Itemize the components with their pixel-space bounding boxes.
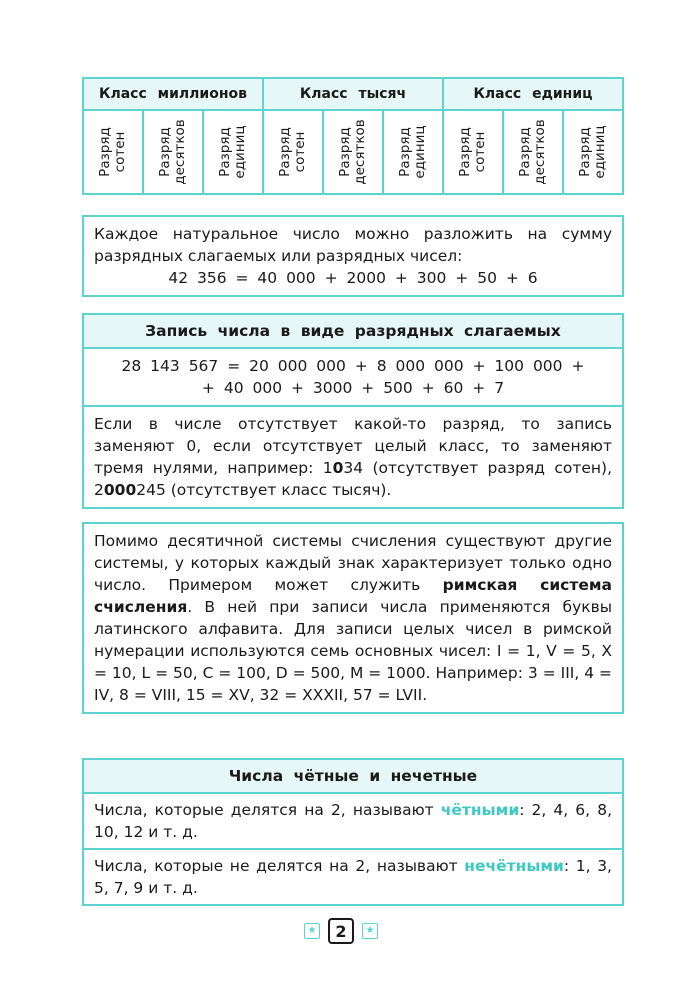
class-header: Класс единиц: [444, 79, 622, 111]
class-units: [444, 79, 622, 193]
class-header: Класс тысяч: [264, 79, 442, 111]
roman-box: [82, 522, 624, 714]
rank-cell: Разряд сотен: [444, 111, 504, 193]
rank-cell: Разряд десятков: [144, 111, 204, 193]
parity-title: Числа чётные и нечетные: [84, 760, 622, 794]
rank-cell: Разряд единиц: [397, 125, 428, 179]
decomposition-box: [82, 215, 624, 297]
place-value-table: [82, 77, 624, 195]
rank-cell: Разряд десятков: [324, 111, 384, 193]
notation-box: [82, 313, 624, 509]
class-millions: [84, 79, 264, 193]
notation-rule: Если в числе отсутствует какой-то разряд, то запись заменяют 0, если отсутствует целый класс, то заменяют тремя нулями, например: 1034 (отсутствует разряд сотен), 2000245 (отсутствует класс тысяч).: [94, 415, 612, 499]
star-icon: ★: [362, 923, 378, 939]
page-number: 2: [328, 918, 354, 944]
notation-line-1: 28 143 567 = 20 000 000 + 8 000 000 + 100 000 +: [121, 357, 585, 375]
odd-text: Числа, которые не делятся на 2, называют нечётными: 1, 3, 5, 7, 9 и т. д.: [94, 857, 612, 897]
decomposition-text: Каждое натуральное число можно разложить на сумму разрядных слагаемых или разрядных чисел:: [94, 225, 612, 265]
decomposition-example: 42 356 = 40 000 + 2000 + 300 + 50 + 6: [168, 269, 538, 287]
rank-cell: Разряд сотен: [84, 111, 144, 193]
rank-cell: Разряд единиц: [577, 125, 608, 179]
star-icon: ★: [304, 923, 320, 939]
roman-text: Помимо десятичной системы счисления существуют другие системы, у которых каждый знак характеризует только одно число. Примером может служить римская система счисления. В ней при записи числа применяются буквы латинского алфавита. Для записи целых чисел в римской нумерации используются семь основных чисел: I = 1, V = 5, X = 10, L = 50, C = 100, D = 500, M = 1000. Например: 3 = III, 4 = IV, 8 = VIII, 15 = XV, 32 = XXXII, 57 = LVII.: [94, 532, 612, 704]
rank-cell: Разряд сотен: [264, 111, 324, 193]
even-text: Числа, которые делятся на 2, называют чётными: 2, 4, 6, 8, 10, 12 и т. д.: [94, 801, 612, 841]
class-header: Класс миллионов: [84, 79, 262, 111]
parity-box: [82, 758, 624, 906]
notation-title: Запись числа в виде разрядных слагаемых: [84, 315, 622, 349]
notation-line-2: + 40 000 + 3000 + 500 + 60 + 7: [201, 379, 505, 397]
class-thousands: [264, 79, 444, 193]
page-footer: [0, 918, 682, 944]
rank-cell: Разряд единиц: [217, 125, 248, 179]
rank-cell: Разряд десятков: [504, 111, 564, 193]
